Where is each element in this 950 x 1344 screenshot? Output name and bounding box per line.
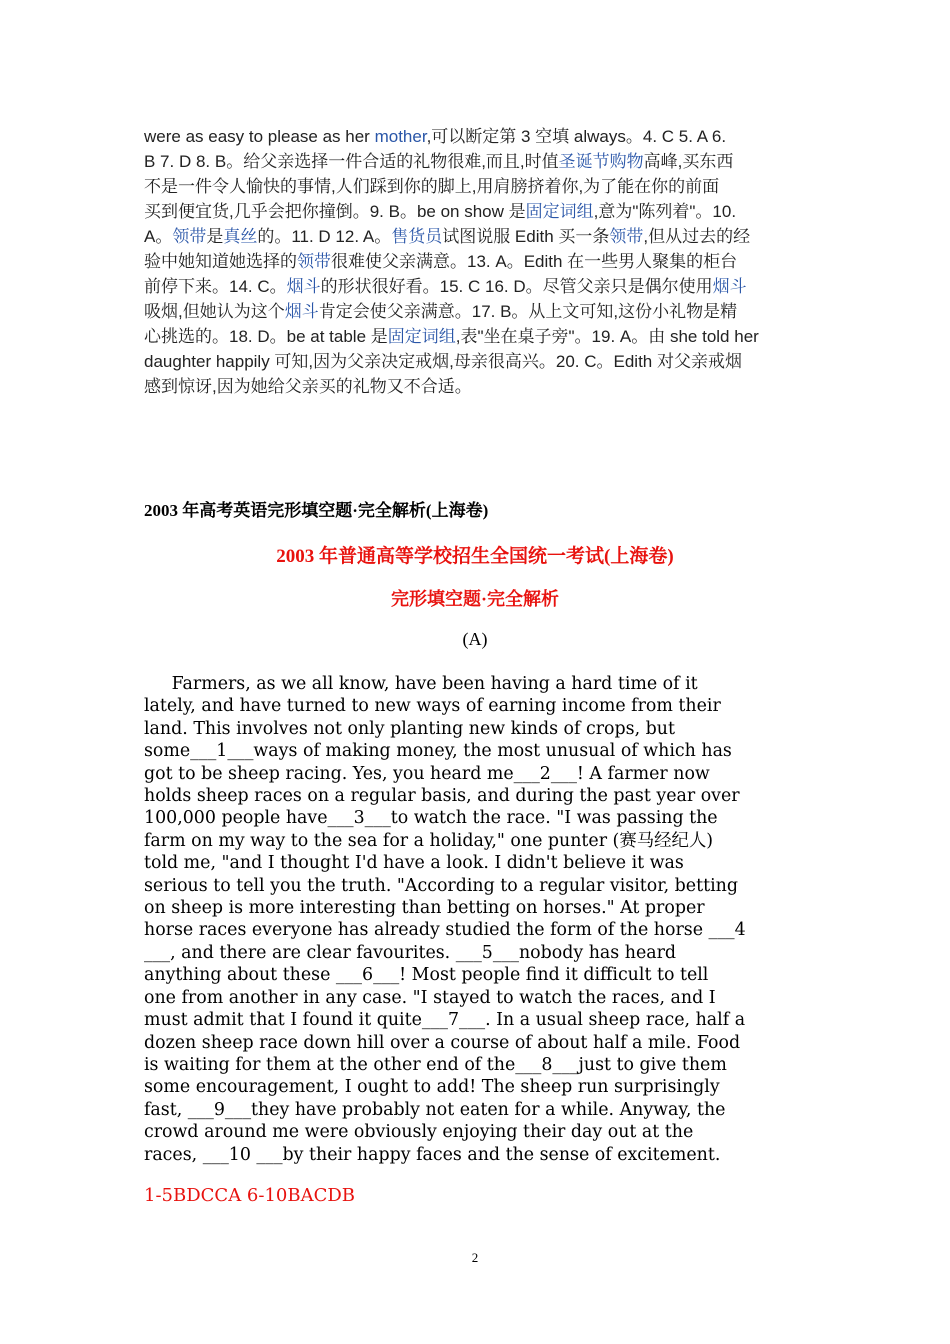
solutions-text: 感到惊讶,因为她给父亲买的礼物又不合适。: [144, 377, 472, 396]
solutions-text: 不是一件令人愉快的事情,人们踩到你的脚上,用肩膀挤着你,为了能在你的前面: [144, 177, 720, 196]
passage-line: some encouragement, I ought to add! The sheep run surprisingly: [144, 1077, 720, 1098]
term-link[interactable]: mother: [374, 127, 427, 146]
solutions-text: B 7. D 8. B。给父亲选择一件合适的礼物很难,而且,时值: [144, 152, 559, 171]
solutions-text: 买到便宜货,几乎会把你撞倒。9. B。be on show 是: [144, 202, 526, 221]
passage-line: dozen sheep race down hill over a course of about half a mile. Food: [144, 1032, 741, 1053]
solutions-text: 验中她知道她选择的: [144, 252, 297, 271]
answer-key: 1-5BDCCA 6-10BACDB: [144, 1185, 356, 1206]
passage-line: crowd around me were obviously enjoying their day out at the: [144, 1122, 694, 1143]
passage-line: must admit that I found it quite___7___. In a usual sheep race, half a: [144, 1010, 746, 1031]
passage-line: farm on my way to the sea for a holiday," one punter (赛马经纪人): [144, 830, 714, 851]
solutions-text: 高峰,买东西: [643, 152, 734, 171]
solutions-line: [144, 324, 810, 349]
section-title: 完形填空题·完全解析: [390, 589, 559, 609]
passage-line: fast, ___9___they have probably not eaten for a while. Anyway, the: [144, 1099, 726, 1120]
passage-label: (A): [462, 629, 488, 649]
solutions-text: 很难使父亲满意。13. A。Edith 在一些男人聚集的柜台: [331, 252, 738, 271]
term-link[interactable]: 领带: [297, 252, 331, 271]
solutions-text: were as easy to please as her: [144, 127, 375, 146]
solutions-line: [144, 274, 810, 299]
solutions-text: ,表"坐在桌子旁"。19. A。由 she told her: [455, 327, 759, 346]
solutions-text: 心挑选的。18. D。be at table 是: [144, 327, 388, 346]
solutions-text: 肯定会使父亲满意。17. B。从上文可知,这份小礼物是精: [318, 302, 738, 321]
passage-line: races, ___10 ___by their happy faces and the sense of excitement.: [144, 1144, 721, 1165]
passage-line: one from another in any case. "I stayed to watch the races, and I: [144, 987, 716, 1008]
solutions-text: 的形状很好看。15. C 16. D。尽管父亲只是偶尔使用: [320, 277, 713, 296]
solutions-text: 试图说服 Edith 买一条: [442, 227, 610, 246]
passage-line: got to be sheep racing. Yes, you heard me___2___! A farmer now: [144, 763, 710, 784]
term-link[interactable]: 售货员: [391, 227, 443, 246]
solutions-paragraph: [144, 124, 810, 399]
solutions-line: [144, 174, 810, 199]
cloze-passage: [144, 673, 810, 1166]
solutions-text: A。: [144, 227, 173, 246]
term-link[interactable]: 领带: [172, 227, 207, 246]
passage-line: ___, and there are clear favourites. ___5___nobody has heard: [144, 942, 677, 963]
solutions-line: [144, 124, 810, 149]
passage-line: land. This involves not only planting new kinds of crops, but: [144, 718, 675, 739]
passage-line: some___1___ways of making money, the most unusual of which has: [144, 741, 732, 762]
term-link[interactable]: 烟斗: [284, 302, 319, 321]
term-link[interactable]: 固定词组: [525, 202, 594, 221]
solutions-line: [144, 349, 810, 374]
passage-line: told me, "and I thought I'd have a look. I didn't believe it was: [144, 853, 684, 874]
solutions-line: [144, 249, 810, 274]
passage-line: serious to tell you the truth. "According to a regular visitor, betting: [144, 875, 738, 896]
solutions-text: 前停下来。14. C。: [144, 277, 287, 296]
passage-line: 100,000 people have___3___to watch the race. "I was passing the: [144, 808, 718, 829]
term-link[interactable]: 烟斗: [712, 277, 747, 296]
term-link[interactable]: 固定词组: [387, 327, 456, 346]
term-link[interactable]: 烟斗: [286, 277, 321, 296]
passage-line: on sheep is more interesting than betting on horses." At proper: [144, 898, 705, 919]
exam-title: 2003 年普通高等学校招生全国统一考试(上海卷): [276, 546, 674, 567]
passage-line: anything about these ___6___! Most people find it difficult to tell: [144, 965, 709, 986]
solutions-line: [144, 374, 810, 399]
solutions-text: 吸烟,但她认为这个: [144, 302, 285, 321]
term-link[interactable]: 领带: [609, 227, 644, 246]
passage-line: lately, and have turned to new ways of earning income from their: [144, 696, 721, 717]
page-number: 2: [471, 1250, 479, 1265]
solutions-text: ,但从过去的经: [643, 227, 751, 246]
passage-line: horse races everyone has already studied the form of the horse ___4: [144, 920, 746, 941]
term-link[interactable]: 圣诞节购物: [558, 152, 644, 171]
solutions-text: 是: [206, 227, 224, 246]
article-title: 2003 年高考英语完形填空题·完全解析(上海卷): [144, 501, 489, 520]
term-link[interactable]: 真丝: [223, 227, 258, 246]
solutions-text: daughter happily 可知,因为父亲决定戒烟,母亲很高兴。20. C。Edith 对父亲戒烟: [144, 352, 742, 371]
passage-line: holds sheep races on a regular basis, and during the past year over: [144, 786, 740, 807]
solutions-line: [144, 149, 810, 174]
passage-line: Farmers, as we all know, have been having a hard time of it: [144, 674, 698, 694]
solutions-text: 的。11. D 12. A。: [257, 227, 392, 246]
passage-line: is waiting for them at the other end of the___8___just to give them: [144, 1054, 727, 1075]
solutions-text: ,可以断定第 3 空填 always。4. C 5. A 6.: [426, 127, 727, 146]
solutions-line: [144, 224, 810, 249]
solutions-line: [144, 199, 810, 224]
solutions-text: ,意为"陈列着"。10.: [593, 202, 737, 221]
solutions-line: [144, 299, 810, 324]
